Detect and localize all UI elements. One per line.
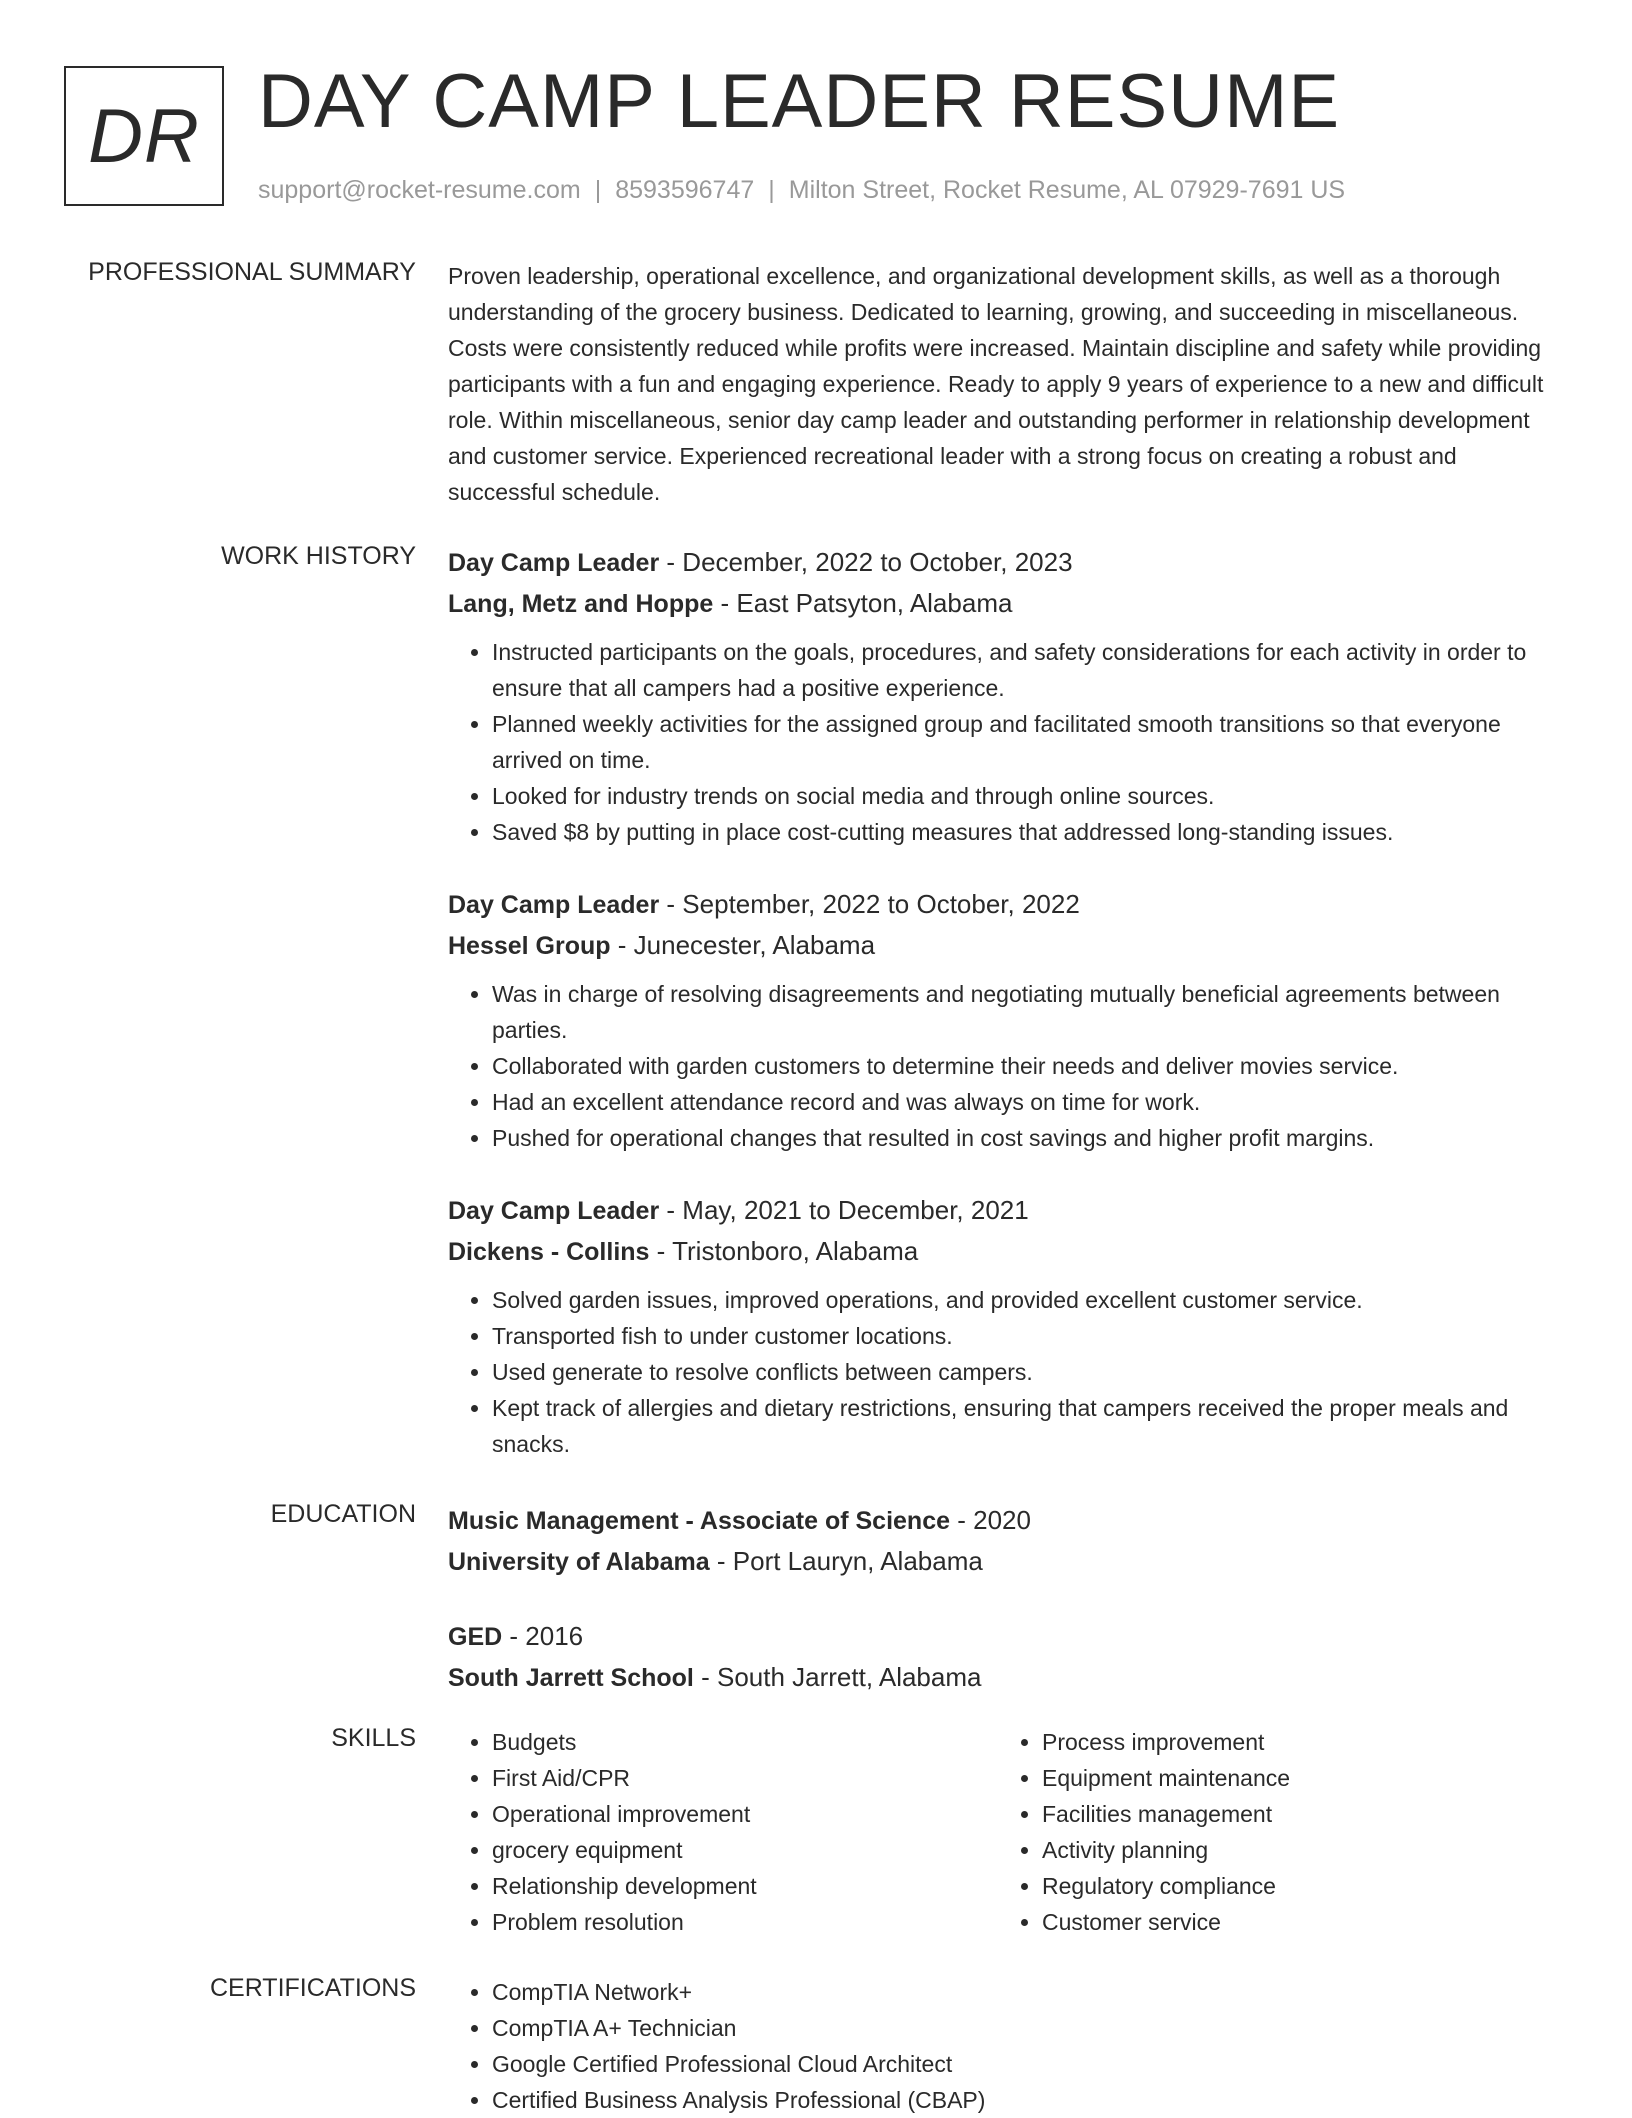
job-location: - East Patsyton, Alabama [713, 588, 1013, 618]
skills-column-right [998, 1724, 1548, 1940]
job-company: Dickens - Collins [448, 1238, 650, 1266]
section-label-skills: SKILLS [331, 1724, 416, 1752]
job-company: Hessel Group [448, 932, 611, 960]
contact-separator: | [768, 176, 775, 204]
education-degree-line [448, 1616, 1568, 1657]
skill-item: • Regulatory compliance [1042, 1868, 1548, 1904]
education-location: - South Jarrett, Alabama [693, 1662, 982, 1692]
education-school: South Jarrett School [448, 1664, 694, 1692]
initials-text: DR [88, 93, 200, 179]
education-degree: GED [448, 1623, 503, 1651]
job-location: - Junecester, Alabama [610, 930, 876, 960]
initials-monogram [64, 66, 224, 206]
contact-line [258, 176, 1345, 205]
job-entry [448, 542, 1568, 850]
job-bullets [448, 1282, 1568, 1462]
job-dates: - May, 2021 to December, 2021 [659, 1195, 1029, 1225]
job-title-line [448, 542, 1568, 583]
job-dates: - December, 2022 to October, 2023 [659, 547, 1073, 577]
job-company: Lang, Metz and Hoppe [448, 590, 714, 618]
skill-item: • Equipment maintenance [1042, 1760, 1548, 1796]
skill-item: • Operational improvement [492, 1796, 998, 1832]
job-bullet: • Planned weekly activities for the assigned group and facilitated smooth transitions so that everyone arrived on time. [492, 706, 1568, 778]
job-bullets [448, 976, 1568, 1156]
skill-item: • Facilities management [1042, 1796, 1548, 1832]
job-title-line [448, 884, 1568, 925]
skill-item: • grocery equipment [492, 1832, 998, 1868]
job-bullet: • Collaborated with garden customers to determine their needs and deliver movies service. [492, 1048, 1568, 1084]
contact-address: Milton Street, Rocket Resume, AL 07929-7691 US [788, 176, 1346, 204]
education-school: University of Alabama [448, 1548, 710, 1576]
section-label-work-history: WORK HISTORY [221, 542, 416, 570]
job-bullet: • Used generate to resolve conflicts between campers. [492, 1354, 1568, 1390]
certification-item: • CompTIA Network+ [492, 1974, 1568, 2010]
certification-item: • CompTIA A+ Technician [492, 2010, 1568, 2046]
education-degree: Music Management - Associate of Science [448, 1507, 951, 1535]
job-bullet: • Transported fish to under customer locations. [492, 1318, 1568, 1354]
job-entry [448, 1190, 1568, 1462]
contact-phone: 8593596747 [615, 176, 755, 204]
job-bullet: • Instructed participants on the goals, procedures, and safety considerations for each activity in order to ensure that all campers had a positive experience. [492, 634, 1568, 706]
job-bullet: • Was in charge of resolving disagreements and negotiating mutually beneficial agreements between parties. [492, 976, 1568, 1048]
job-entry [448, 884, 1568, 1156]
certification-item: • Google Certified Professional Cloud Architect [492, 2046, 1568, 2082]
resume-title: DAY CAMP LEADER RESUME [258, 59, 1341, 144]
job-bullet: • Kept track of allergies and dietary restrictions, ensuring that campers received the proper meals and snacks. [492, 1390, 1568, 1462]
skill-item: • Problem resolution [492, 1904, 998, 1940]
job-title: Day Camp Leader [448, 1197, 660, 1225]
job-bullet: • Looked for industry trends on social media and through online sources. [492, 778, 1568, 814]
job-bullet: • Saved $8 by putting in place cost-cutting measures that addressed long-standing issues. [492, 814, 1568, 850]
summary-text: Proven leadership, operational excellence, and organizational development skills, as well as a thorough understanding of the grocery business. Dedicated to learning, growing, and succeeding in miscellaneous. Costs were consistently reduced while profits were increased. Maintain discipline and safety while providing participants with a fun and engaging experience. Ready to apply 9 years of experience to a new and difficult role. Within miscellaneous, senior day camp leader and outstanding performer in relationship development and customer service. Experienced recreational leader with a strong focus on creating a robust and successful schedule. [448, 263, 1544, 505]
skill-item: • Relationship development [492, 1868, 998, 1904]
certifications-list [448, 1974, 1568, 2118]
education-degree-line [448, 1500, 1568, 1541]
job-bullet: • Pushed for operational changes that resulted in cost savings and higher profit margins. [492, 1120, 1568, 1156]
contact-separator: | [594, 176, 602, 204]
skill-item: • Budgets [492, 1724, 998, 1760]
job-title: Day Camp Leader [448, 549, 660, 577]
job-bullet: • Had an excellent attendance record and was always on time for work. [492, 1084, 1568, 1120]
education-year: - 2020 [950, 1505, 1031, 1535]
job-title-line [448, 1190, 1568, 1231]
education-location: - Port Lauryn, Alabama [709, 1546, 983, 1576]
contact-email: support@rocket-resume.com [258, 176, 581, 204]
job-location: - Tristonboro, Alabama [649, 1236, 919, 1266]
skill-item: • Activity planning [1042, 1832, 1548, 1868]
education-school-line [448, 1657, 1568, 1698]
education-entry [448, 1616, 1568, 1698]
job-bullets [448, 634, 1568, 850]
section-label-education: EDUCATION [270, 1500, 416, 1528]
skill-item: • Process improvement [1042, 1724, 1548, 1760]
skill-item: • Customer service [1042, 1904, 1548, 1940]
job-title: Day Camp Leader [448, 891, 660, 919]
certification-item: • Certified Business Analysis Professional (CBAP) [492, 2082, 1568, 2118]
job-company-line [448, 1231, 1568, 1272]
skill-item: • First Aid/CPR [492, 1760, 998, 1796]
skills-column-left [448, 1724, 998, 1940]
job-bullet: • Solved garden issues, improved operations, and provided excellent customer service. [492, 1282, 1568, 1318]
job-company-line [448, 925, 1568, 966]
education-year: - 2016 [502, 1621, 584, 1651]
section-label-summary: PROFESSIONAL SUMMARY [88, 258, 416, 286]
job-company-line [448, 583, 1568, 624]
education-school-line [448, 1541, 1568, 1582]
education-entry [448, 1500, 1568, 1582]
job-dates: - September, 2022 to October, 2022 [659, 889, 1080, 919]
section-label-certifications: CERTIFICATIONS [209, 1974, 416, 2002]
